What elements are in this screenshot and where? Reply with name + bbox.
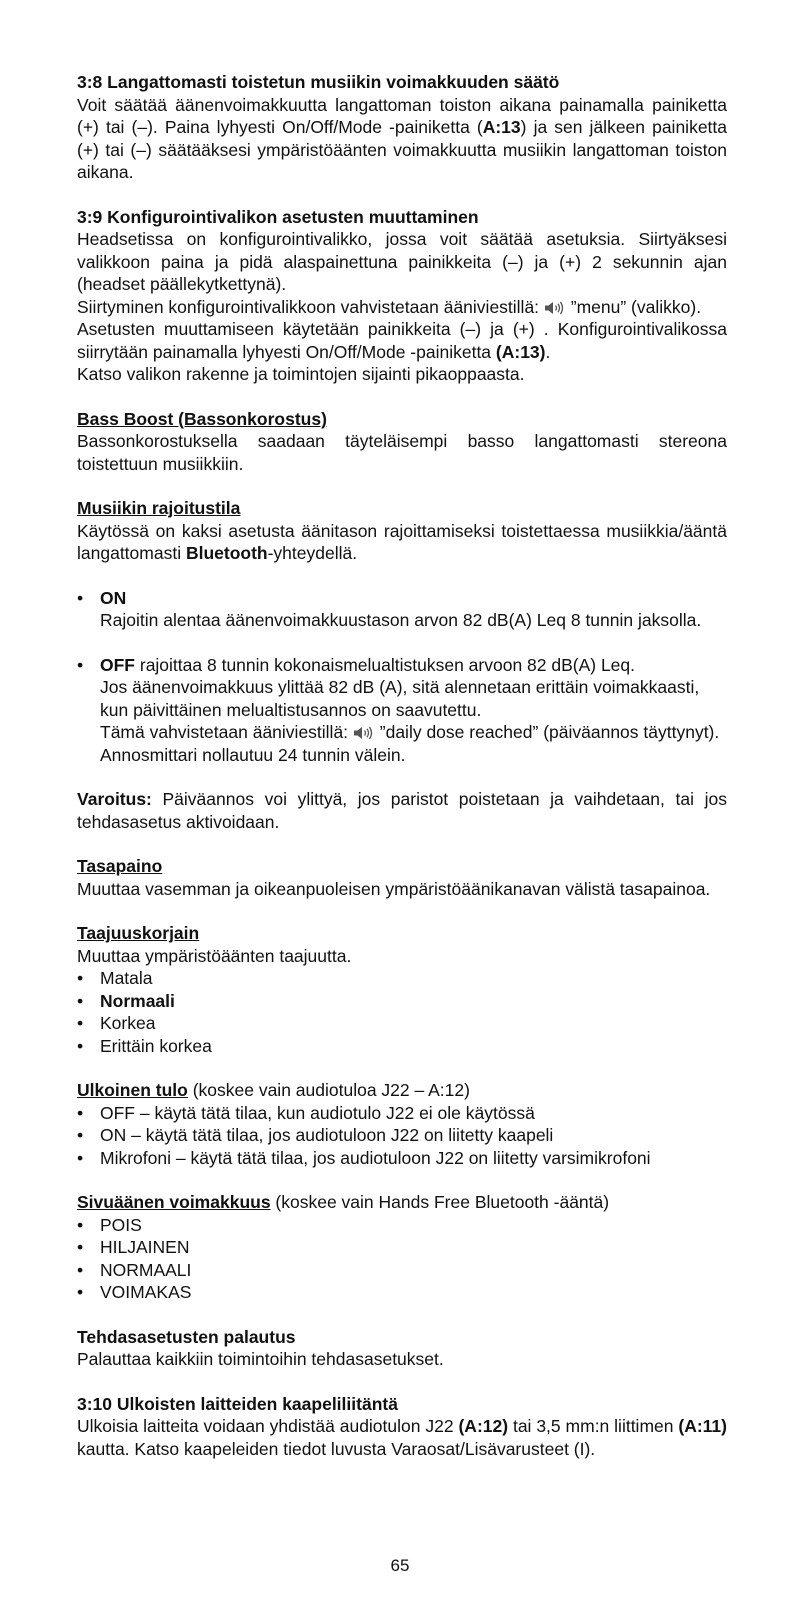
- section-3-8-title: 3:8 Langattomasti toistetun musiikin voimakkuuden säätö: [77, 72, 560, 92]
- equalizer-heading: Taajuuskorjain: [77, 923, 200, 943]
- external-input-options: [77, 1102, 727, 1170]
- section-3-9-title: 3:9 Konfigurointivalikon asetusten muuttaminen: [77, 206, 479, 227]
- sidetone-options: [77, 1214, 727, 1304]
- section-3-9-para-4: Katso valikon rakenne ja toimintojen sijainti pikaoppaasta.: [77, 364, 525, 384]
- list-item: • Korkea: [77, 1012, 727, 1035]
- music-limit-off-list: [77, 654, 727, 767]
- list-item: • OFF – käytä tätä tilaa, kun audiotulo J22 ei ole käytössä: [77, 1102, 727, 1125]
- bass-boost-text: Bassonkorostuksella saadaan täyteläisempi basso langattomasti stereona toistettuun musiikkiin.: [77, 431, 727, 474]
- list-item: • Erittäin korkea: [77, 1035, 727, 1058]
- page-number: 65: [390, 1556, 410, 1575]
- section-3-10-text: Ulkoisia laitteita voidaan yhdistää audiotulon J22 (A:12) tai 3,5 mm:n liittimen (A:11) kautta. Katso kaapeleiden tiedot luvusta Varaosat/Lisävarusteet (I).: [77, 1416, 727, 1459]
- equalizer-text: Muuttaa ympäristöäänten taajuutta.: [77, 945, 352, 966]
- list-item: • ON – käytä tätä tilaa, jos audiotuloon J22 on liitetty kaapeli: [77, 1124, 727, 1147]
- balance-text: Muuttaa vasemman ja oikeanpuoleisen ympäristöäänikanavan välistä tasapainoa.: [77, 878, 711, 899]
- music-limit-text: Käytössä on kaksi asetusta äänitason rajoittamiseksi toistettaessa musiikkia/ääntä langattomasti Bluetooth-yhteydellä.: [77, 520, 727, 563]
- limit-off-item: • OFF rajoittaa 8 tunnin kokonaismelualtistuksen arvoon 82 dB(A) Leq. Jos äänenvoimakkuus ylittää 82 dB (A), sitä alennetaan erittäin voimakkaasti, kun päivittäinen melualtistusannos on saavutettu. Tämä vahvistetaan ääniviestillä: ”daily dose reached” (päiväannos täyttynyt). Annosmittari nollautuu 24 tunnin välein.: [77, 654, 727, 767]
- section-3-9-para-1: Headsetissa on konfigurointivalikko, jossa voit säätää asetuksia. Siirtyäksesi valikkoon paina ja pidä alaspainettuna painikkeita (–) ja (+) 2 sekunnin ajan (headset päällekytkettynä).: [77, 229, 727, 294]
- list-item: • Mikrofoni – käytä tätä tilaa, jos audiotuloon J22 on liitetty varsimikrofoni: [77, 1147, 727, 1170]
- warning-text: Varoitus: Päiväannos voi ylittyä, jos paristot poistetaan ja vaihdetaan, tai jos tehdasasetus aktivoidaan.: [77, 789, 727, 832]
- factory-reset-heading: Tehdasasetusten palautus: [77, 1326, 296, 1347]
- equalizer-options: [77, 967, 727, 1057]
- list-item: • POIS: [77, 1214, 727, 1237]
- external-input-heading: Ulkoinen tulo (koskee vain audiotuloa J22 – A:12): [77, 1080, 470, 1100]
- balance-heading: Tasapaino: [77, 856, 163, 876]
- section-3-10-title: 3:10 Ulkoisten laitteiden kaapeliliitäntä: [77, 1393, 398, 1414]
- section-3-9-para-3: Asetusten muuttamiseen käytetään painikkeita (–) ja (+) . Konfigurointivalikossa siirrytään painamalla lyhyesti On/Off/Mode -painiketta (A:13).: [77, 319, 727, 362]
- speaker-icon: [544, 301, 566, 315]
- list-item: • NORMAALI: [77, 1259, 727, 1282]
- section-3-8-text: Voit säätää äänenvoimakkuutta langattoman toiston aikana painamalla painiketta (+) tai (–). Paina lyhyesti On/Off/Mode -painiketta (A:13) ja sen jälkeen painiketta (+) tai (–) säätääksesi ympäristöäänten voimakkuutta musiikin langattoman toiston aikana.: [77, 94, 728, 182]
- limit-on-item: • ON Rajoitin alentaa äänenvoimakkuustason arvon 82 dB(A) Leq 8 tunnin jaksolla.: [77, 587, 727, 632]
- bass-boost-heading: Bass Boost (Bassonkorostus): [77, 408, 327, 429]
- sidetone-heading: Sivuäänen voimakkuus (koskee vain Hands Free Bluetooth -ääntä): [77, 1192, 610, 1212]
- list-item: • Matala: [77, 967, 727, 990]
- music-limit-heading: Musiikin rajoitustila: [77, 498, 241, 518]
- list-item: • Normaali: [77, 990, 727, 1013]
- list-item: • VOIMAKAS: [77, 1281, 727, 1304]
- factory-reset-text: Palauttaa kaikkiin toimintoihin tehdasasetukset.: [77, 1349, 444, 1369]
- section-3-9-para-2: Siirtyminen konfigurointivalikkoon vahvistetaan ääniviestillä: ”menu” (valikko).: [77, 296, 702, 317]
- music-limit-on-list: [77, 587, 727, 632]
- list-item: • HILJAINEN: [77, 1236, 727, 1259]
- manual-page: [77, 71, 727, 1460]
- speaker-icon: [353, 726, 375, 740]
